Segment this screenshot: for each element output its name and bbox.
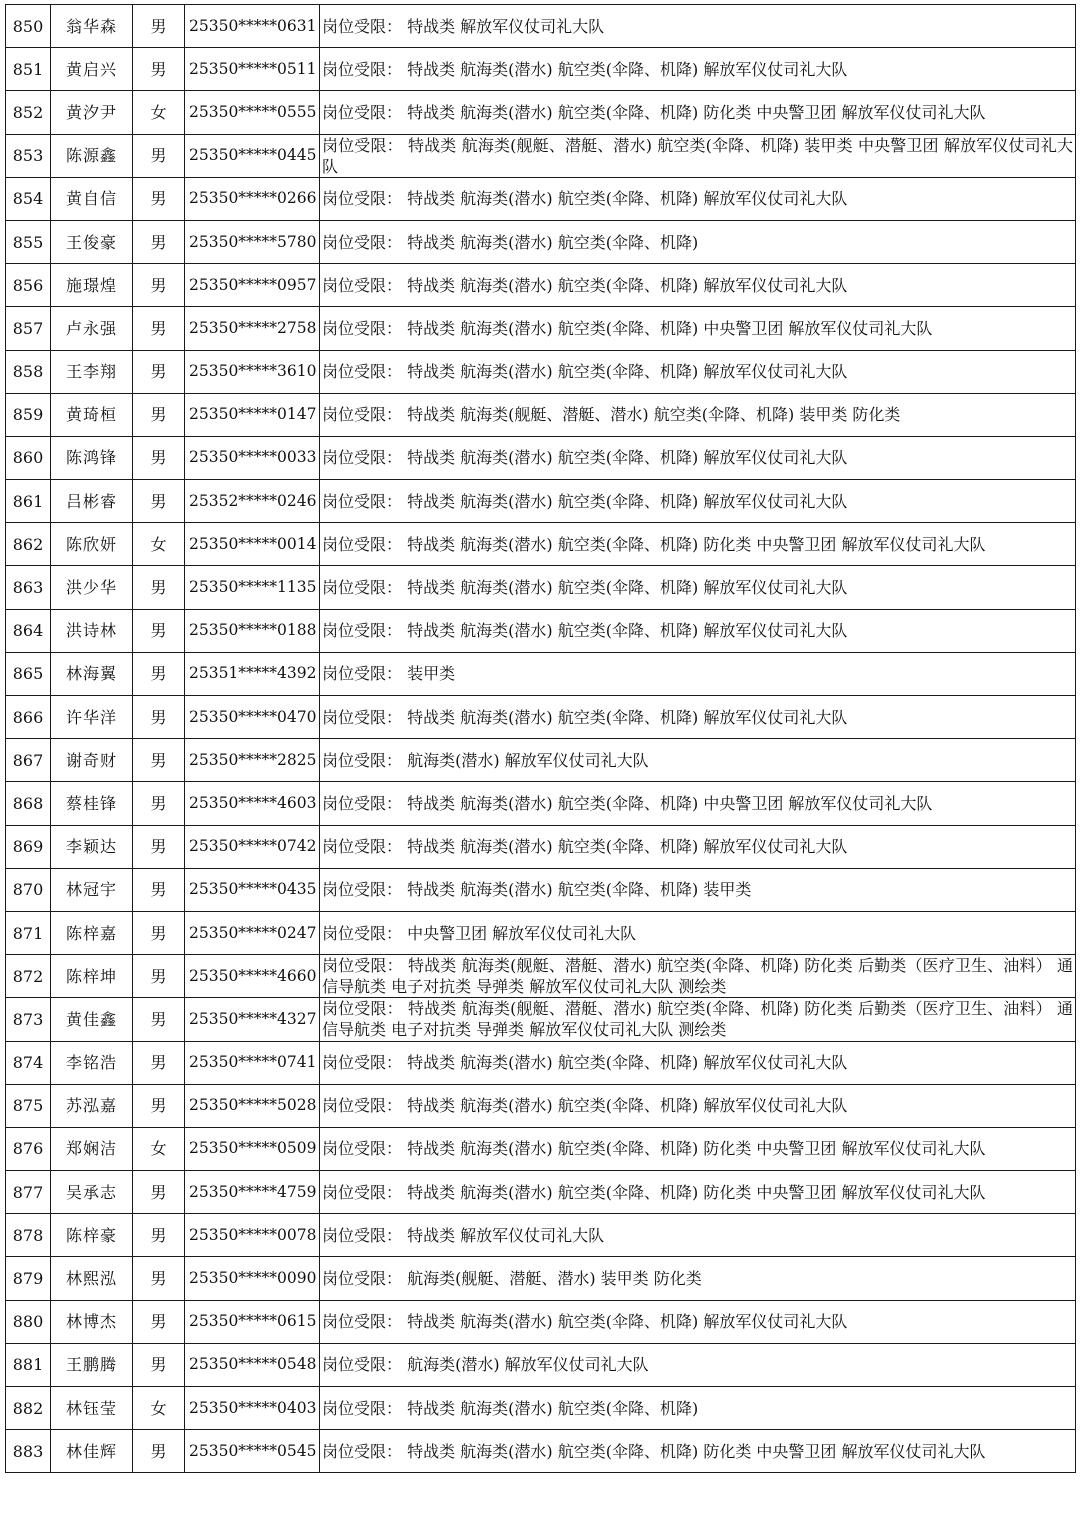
row-number: 860 — [6, 436, 51, 479]
row-number: 864 — [6, 609, 51, 652]
id-number: 25350*****5780 — [185, 220, 320, 263]
id-number: 25350*****0188 — [185, 609, 320, 652]
table-row — [6, 911, 1076, 954]
person-name: 王鹏腾 — [51, 1343, 133, 1386]
row-number: 867 — [6, 739, 51, 782]
row-number: 863 — [6, 566, 51, 609]
person-name: 陈源鑫 — [51, 134, 133, 177]
table-row — [6, 825, 1076, 868]
table-row — [6, 436, 1076, 479]
id-number: 25350*****0014 — [185, 523, 320, 566]
restriction-note: 岗位受限： 航海类(舰艇、潜艇、潜水) 装甲类 防化类 — [320, 1257, 1076, 1300]
restriction-note: 岗位受限： 特战类 航海类(潜水) 航空类(伞降、机降) 解放军仪仗司礼大队 — [320, 1041, 1076, 1084]
id-number: 25350*****0511 — [185, 48, 320, 91]
person-name: 陈欣妍 — [51, 523, 133, 566]
row-number: 850 — [6, 5, 51, 48]
row-number: 872 — [6, 955, 51, 998]
person-name: 翁华森 — [51, 5, 133, 48]
table-row — [6, 134, 1076, 177]
gender: 男 — [133, 177, 185, 220]
row-number: 877 — [6, 1171, 51, 1214]
row-number: 855 — [6, 220, 51, 263]
restriction-note: 岗位受限： 特战类 航海类(潜水) 航空类(伞降、机降) — [320, 220, 1076, 263]
table-row — [6, 566, 1076, 609]
person-name: 吕彬睿 — [51, 480, 133, 523]
table-row — [6, 350, 1076, 393]
table-row — [6, 5, 1076, 48]
gender: 男 — [133, 48, 185, 91]
restriction-note: 岗位受限： 特战类 航海类(潜水) 航空类(伞降、机降) 解放军仪仗司礼大队 — [320, 350, 1076, 393]
table-row — [6, 955, 1076, 998]
id-number: 25350*****0266 — [185, 177, 320, 220]
row-number: 870 — [6, 868, 51, 911]
restriction-note: 岗位受限： 特战类 航海类(潜水) 航空类(伞降、机降) 解放军仪仗司礼大队 — [320, 177, 1076, 220]
gender: 男 — [133, 652, 185, 695]
gender: 男 — [133, 1430, 185, 1473]
person-name: 王李翔 — [51, 350, 133, 393]
restriction-note: 岗位受限： 特战类 航海类(潜水) 航空类(伞降、机降) 解放军仪仗司礼大队 — [320, 696, 1076, 739]
roster-table — [5, 4, 1076, 1473]
person-name: 李颖达 — [51, 825, 133, 868]
table-row — [6, 696, 1076, 739]
restriction-note: 岗位受限： 特战类 航海类(潜水) 航空类(伞降、机降) 中央警卫团 解放军仪仗司礼大队 — [320, 307, 1076, 350]
restriction-note: 岗位受限： 特战类 航海类(潜水) 航空类(伞降、机降) 防化类 中央警卫团 解放军仪仗司礼大队 — [320, 91, 1076, 134]
id-number: 25350*****3610 — [185, 350, 320, 393]
gender: 男 — [133, 220, 185, 263]
restriction-note: 岗位受限： 特战类 航海类(舰艇、潜艇、潜水) 航空类(伞降、机降) 装甲类 中央警卫团 解放军仪仗司礼大队 — [320, 134, 1076, 177]
row-number: 882 — [6, 1387, 51, 1430]
table-row — [6, 1171, 1076, 1214]
restriction-note: 岗位受限： 特战类 航海类(舰艇、潜艇、潜水) 航空类(伞降、机降) 防化类 后勤类（医疗卫生、油料） 通信导航类 电子对抗类 导弹类 解放军仪仗司礼大队 测绘类 — [320, 998, 1076, 1041]
restriction-note: 岗位受限： 航海类(潜水) 解放军仪仗司礼大队 — [320, 739, 1076, 782]
gender: 男 — [133, 1084, 185, 1127]
roster-body — [6, 5, 1076, 1473]
table-row — [6, 1127, 1076, 1170]
person-name: 洪少华 — [51, 566, 133, 609]
gender: 男 — [133, 911, 185, 954]
id-number: 25350*****5028 — [185, 1084, 320, 1127]
person-name: 林冠宇 — [51, 868, 133, 911]
person-name: 陈梓嘉 — [51, 911, 133, 954]
gender: 男 — [133, 264, 185, 307]
person-name: 王俊豪 — [51, 220, 133, 263]
id-number: 25350*****0631 — [185, 5, 320, 48]
row-number: 858 — [6, 350, 51, 393]
id-number: 25350*****0555 — [185, 91, 320, 134]
table-row — [6, 998, 1076, 1041]
restriction-note: 岗位受限： 特战类 航海类(潜水) 航空类(伞降、机降) 解放军仪仗司礼大队 — [320, 1300, 1076, 1343]
row-number: 859 — [6, 393, 51, 436]
row-number: 873 — [6, 998, 51, 1041]
gender: 男 — [133, 609, 185, 652]
restriction-note: 岗位受限： 特战类 航海类(舰艇、潜艇、潜水) 航空类(伞降、机降) 防化类 后勤类（医疗卫生、油料） 通信导航类 电子对抗类 导弹类 解放军仪仗司礼大队 测绘类 — [320, 955, 1076, 998]
restriction-note: 岗位受限： 特战类 航海类(潜水) 航空类(伞降、机降) 解放军仪仗司礼大队 — [320, 48, 1076, 91]
id-number: 25350*****0403 — [185, 1387, 320, 1430]
gender: 男 — [133, 307, 185, 350]
table-row — [6, 1214, 1076, 1257]
restriction-note: 岗位受限： 特战类 航海类(潜水) 航空类(伞降、机降) 防化类 中央警卫团 解放军仪仗司礼大队 — [320, 1430, 1076, 1473]
id-number: 25350*****0033 — [185, 436, 320, 479]
row-number: 852 — [6, 91, 51, 134]
person-name: 卢永强 — [51, 307, 133, 350]
person-name: 林佳辉 — [51, 1430, 133, 1473]
restriction-note: 岗位受限： 特战类 航海类(潜水) 航空类(伞降、机降) 解放军仪仗司礼大队 — [320, 566, 1076, 609]
row-number: 853 — [6, 134, 51, 177]
table-row — [6, 1084, 1076, 1127]
gender: 男 — [133, 998, 185, 1041]
row-number: 851 — [6, 48, 51, 91]
table-row — [6, 1041, 1076, 1084]
id-number: 25350*****4327 — [185, 998, 320, 1041]
row-number: 871 — [6, 911, 51, 954]
row-number: 881 — [6, 1343, 51, 1386]
restriction-note: 岗位受限： 特战类 航海类(潜水) 航空类(伞降、机降) 中央警卫团 解放军仪仗司礼大队 — [320, 782, 1076, 825]
id-number: 25350*****4759 — [185, 1171, 320, 1214]
id-number: 25350*****0615 — [185, 1300, 320, 1343]
id-number: 25350*****0548 — [185, 1343, 320, 1386]
restriction-note: 岗位受限： 特战类 航海类(潜水) 航空类(伞降、机降) 防化类 中央警卫团 解放军仪仗司礼大队 — [320, 1171, 1076, 1214]
restriction-note: 岗位受限： 特战类 航海类(潜水) 航空类(伞降、机降) 解放军仪仗司礼大队 — [320, 480, 1076, 523]
table-row — [6, 1257, 1076, 1300]
restriction-note: 岗位受限： 特战类 航海类(潜水) 航空类(伞降、机降) — [320, 1387, 1076, 1430]
person-name: 黄启兴 — [51, 48, 133, 91]
table-row — [6, 91, 1076, 134]
id-number: 25350*****0247 — [185, 911, 320, 954]
row-number: 876 — [6, 1127, 51, 1170]
row-number: 875 — [6, 1084, 51, 1127]
row-number: 869 — [6, 825, 51, 868]
person-name: 林海翼 — [51, 652, 133, 695]
gender: 男 — [133, 1171, 185, 1214]
restriction-note: 岗位受限： 特战类 航海类(潜水) 航空类(伞降、机降) 解放军仪仗司礼大队 — [320, 264, 1076, 307]
gender: 男 — [133, 350, 185, 393]
id-number: 25350*****0147 — [185, 393, 320, 436]
row-number: 861 — [6, 480, 51, 523]
id-number: 25350*****2825 — [185, 739, 320, 782]
gender: 男 — [133, 1343, 185, 1386]
id-number: 25350*****0509 — [185, 1127, 320, 1170]
id-number: 25350*****1135 — [185, 566, 320, 609]
person-name: 黄自信 — [51, 177, 133, 220]
gender: 男 — [133, 782, 185, 825]
gender: 男 — [133, 1300, 185, 1343]
restriction-note: 岗位受限： 特战类 航海类(潜水) 航空类(伞降、机降) 解放军仪仗司礼大队 — [320, 609, 1076, 652]
roster-sheet — [5, 4, 1076, 1473]
restriction-note: 岗位受限： 特战类 航海类(潜水) 航空类(伞降、机降) 解放军仪仗司礼大队 — [320, 825, 1076, 868]
row-number: 880 — [6, 1300, 51, 1343]
id-number: 25350*****0470 — [185, 696, 320, 739]
gender: 男 — [133, 393, 185, 436]
row-number: 883 — [6, 1430, 51, 1473]
table-row — [6, 48, 1076, 91]
gender: 男 — [133, 1257, 185, 1300]
gender: 男 — [133, 5, 185, 48]
restriction-note: 岗位受限： 中央警卫团 解放军仪仗司礼大队 — [320, 911, 1076, 954]
row-number: 854 — [6, 177, 51, 220]
table-row — [6, 1343, 1076, 1386]
row-number: 879 — [6, 1257, 51, 1300]
id-number: 25350*****0435 — [185, 868, 320, 911]
gender: 男 — [133, 825, 185, 868]
person-name: 蔡桂锋 — [51, 782, 133, 825]
gender: 男 — [133, 696, 185, 739]
row-number: 866 — [6, 696, 51, 739]
id-number: 25350*****0445 — [185, 134, 320, 177]
table-row — [6, 739, 1076, 782]
gender: 男 — [133, 955, 185, 998]
row-number: 856 — [6, 264, 51, 307]
row-number: 868 — [6, 782, 51, 825]
restriction-note: 岗位受限： 特战类 解放军仪仗司礼大队 — [320, 1214, 1076, 1257]
person-name: 洪诗林 — [51, 609, 133, 652]
gender: 男 — [133, 1041, 185, 1084]
table-row — [6, 220, 1076, 263]
id-number: 25350*****0078 — [185, 1214, 320, 1257]
person-name: 林钰莹 — [51, 1387, 133, 1430]
table-row — [6, 1387, 1076, 1430]
restriction-note: 岗位受限： 特战类 航海类(潜水) 航空类(伞降、机降) 解放军仪仗司礼大队 — [320, 1084, 1076, 1127]
restriction-note: 岗位受限： 特战类 航海类(潜水) 航空类(伞降、机降) 解放军仪仗司礼大队 — [320, 436, 1076, 479]
id-number: 25352*****0246 — [185, 480, 320, 523]
gender: 女 — [133, 1387, 185, 1430]
table-row — [6, 1430, 1076, 1473]
person-name: 黄佳鑫 — [51, 998, 133, 1041]
table-row — [6, 393, 1076, 436]
person-name: 林熙泓 — [51, 1257, 133, 1300]
table-row — [6, 782, 1076, 825]
person-name: 谢奇财 — [51, 739, 133, 782]
gender: 男 — [133, 1214, 185, 1257]
gender: 男 — [133, 739, 185, 782]
table-row — [6, 264, 1076, 307]
gender: 男 — [133, 436, 185, 479]
person-name: 李铭浩 — [51, 1041, 133, 1084]
row-number: 865 — [6, 652, 51, 695]
restriction-note: 岗位受限： 装甲类 — [320, 652, 1076, 695]
row-number: 857 — [6, 307, 51, 350]
person-name: 苏泓嘉 — [51, 1084, 133, 1127]
row-number: 862 — [6, 523, 51, 566]
id-number: 25350*****0741 — [185, 1041, 320, 1084]
person-name: 陈鸿锋 — [51, 436, 133, 479]
row-number: 878 — [6, 1214, 51, 1257]
person-name: 陈梓坤 — [51, 955, 133, 998]
gender: 女 — [133, 523, 185, 566]
person-name: 施璟煌 — [51, 264, 133, 307]
table-row — [6, 1300, 1076, 1343]
id-number: 25350*****4603 — [185, 782, 320, 825]
table-row — [6, 609, 1076, 652]
id-number: 25350*****0957 — [185, 264, 320, 307]
gender: 女 — [133, 1127, 185, 1170]
row-number: 874 — [6, 1041, 51, 1084]
gender: 女 — [133, 91, 185, 134]
gender: 男 — [133, 868, 185, 911]
table-row — [6, 177, 1076, 220]
person-name: 黄汐尹 — [51, 91, 133, 134]
table-row — [6, 652, 1076, 695]
gender: 男 — [133, 134, 185, 177]
id-number: 25350*****0090 — [185, 1257, 320, 1300]
person-name: 陈梓豪 — [51, 1214, 133, 1257]
restriction-note: 岗位受限： 航海类(潜水) 解放军仪仗司礼大队 — [320, 1343, 1076, 1386]
gender: 男 — [133, 480, 185, 523]
person-name: 吴承志 — [51, 1171, 133, 1214]
person-name: 林博杰 — [51, 1300, 133, 1343]
id-number: 25350*****2758 — [185, 307, 320, 350]
restriction-note: 岗位受限： 特战类 航海类(潜水) 航空类(伞降、机降) 防化类 中央警卫团 解放军仪仗司礼大队 — [320, 1127, 1076, 1170]
restriction-note: 岗位受限： 特战类 航海类(潜水) 航空类(伞降、机降) 防化类 中央警卫团 解放军仪仗司礼大队 — [320, 523, 1076, 566]
restriction-note: 岗位受限： 特战类 航海类(舰艇、潜艇、潜水) 航空类(伞降、机降) 装甲类 防化类 — [320, 393, 1076, 436]
table-row — [6, 480, 1076, 523]
table-row — [6, 868, 1076, 911]
id-number: 25350*****4660 — [185, 955, 320, 998]
table-row — [6, 523, 1076, 566]
id-number: 25350*****0742 — [185, 825, 320, 868]
id-number: 25351*****4392 — [185, 652, 320, 695]
gender: 男 — [133, 566, 185, 609]
table-row — [6, 307, 1076, 350]
restriction-note: 岗位受限： 特战类 解放军仪仗司礼大队 — [320, 5, 1076, 48]
id-number: 25350*****0545 — [185, 1430, 320, 1473]
person-name: 郑娴洁 — [51, 1127, 133, 1170]
person-name: 黄琦桓 — [51, 393, 133, 436]
restriction-note: 岗位受限： 特战类 航海类(潜水) 航空类(伞降、机降) 装甲类 — [320, 868, 1076, 911]
person-name: 许华洋 — [51, 696, 133, 739]
